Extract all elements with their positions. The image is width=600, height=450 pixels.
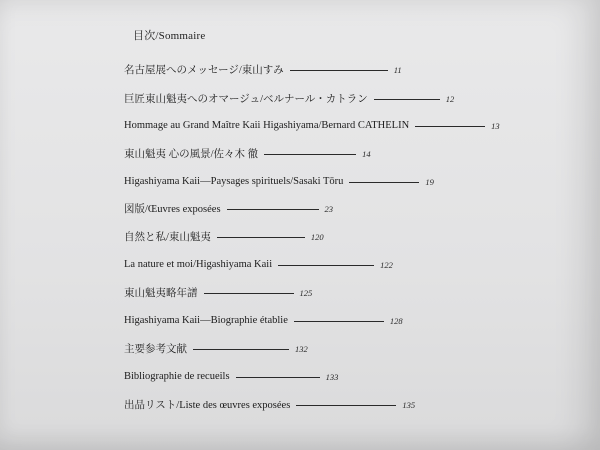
toc-entry	[124, 285, 312, 299]
toc-entry-page: 19	[425, 177, 434, 187]
toc-entry-title: 名古屋展へのメッセージ/東山すみ	[124, 64, 284, 76]
toc-entry-title: 東山魁夷略年譜	[124, 287, 198, 299]
leader-line	[227, 209, 319, 210]
toc-entry-title: Bibliographie de recueils	[124, 370, 230, 382]
toc-entry-title: 図版/Œuvres exposées	[124, 203, 221, 215]
leader-line	[193, 349, 289, 350]
toc-entry	[124, 257, 393, 271]
toc-entry-page: 11	[393, 65, 402, 75]
leader-line	[294, 321, 384, 322]
toc-entry-page: 133	[325, 372, 339, 382]
toc-entry-page: 125	[299, 288, 313, 298]
toc-entry-title: 主要参考文献	[124, 343, 187, 355]
toc-entry	[124, 174, 434, 188]
leader-line	[278, 265, 374, 266]
toc-entry-page: 12	[445, 94, 455, 104]
toc-entry-title: 東山魁夷 心の風景/佐々木 徹	[124, 148, 259, 160]
toc-entry-page: 120	[310, 232, 324, 242]
toc-entry-title: Hommage au Grand Maître Kaii Higashiyama/Bernard CATHELIN	[124, 119, 410, 131]
toc-entry-page: 132	[295, 344, 308, 354]
toc-entry-title: Higashiyama Kaii—Biographie établie	[124, 314, 288, 326]
toc-heading: 目次/Sommaire	[133, 30, 206, 42]
toc-entry	[124, 369, 338, 383]
toc-entry-title: La nature et moi/Higashiyama Kaii	[124, 258, 273, 270]
toc-entry-page: 122	[380, 260, 393, 270]
toc-entry	[124, 229, 324, 243]
toc-entry-page: 128	[389, 316, 403, 326]
leader-line	[236, 377, 320, 378]
toc-entry-title: 出品リスト/Liste des œuvres exposées	[124, 399, 291, 411]
toc-entry-page: 13	[491, 121, 500, 131]
toc-entry	[124, 62, 402, 76]
toc-entry	[124, 201, 333, 215]
toc-entry-title: Higashiyama Kaii—Paysages spirituels/Sasaki Tōru	[124, 175, 344, 187]
toc-entry-page: 135	[402, 400, 416, 410]
toc-entry-title: 巨匠東山魁夷へのオマージュ/ベルナール・カトラン	[124, 93, 368, 105]
toc-entry	[124, 397, 415, 411]
toc-entry	[124, 146, 371, 160]
leader-line	[374, 99, 440, 100]
toc-entry-title: 自然と私/東山魁夷	[124, 231, 211, 243]
leader-line	[349, 182, 419, 183]
leader-line	[290, 70, 388, 71]
toc-entry-page: 14	[362, 149, 371, 159]
toc-entry-page: 23	[324, 204, 334, 214]
leader-line	[264, 154, 356, 155]
leader-line	[204, 293, 294, 294]
leader-line	[296, 405, 396, 406]
leader-line	[217, 237, 305, 238]
leader-line	[415, 126, 485, 127]
toc-entry	[124, 313, 403, 327]
toc-entry	[124, 341, 308, 355]
toc-entry	[124, 91, 454, 105]
toc-entry	[124, 118, 500, 132]
